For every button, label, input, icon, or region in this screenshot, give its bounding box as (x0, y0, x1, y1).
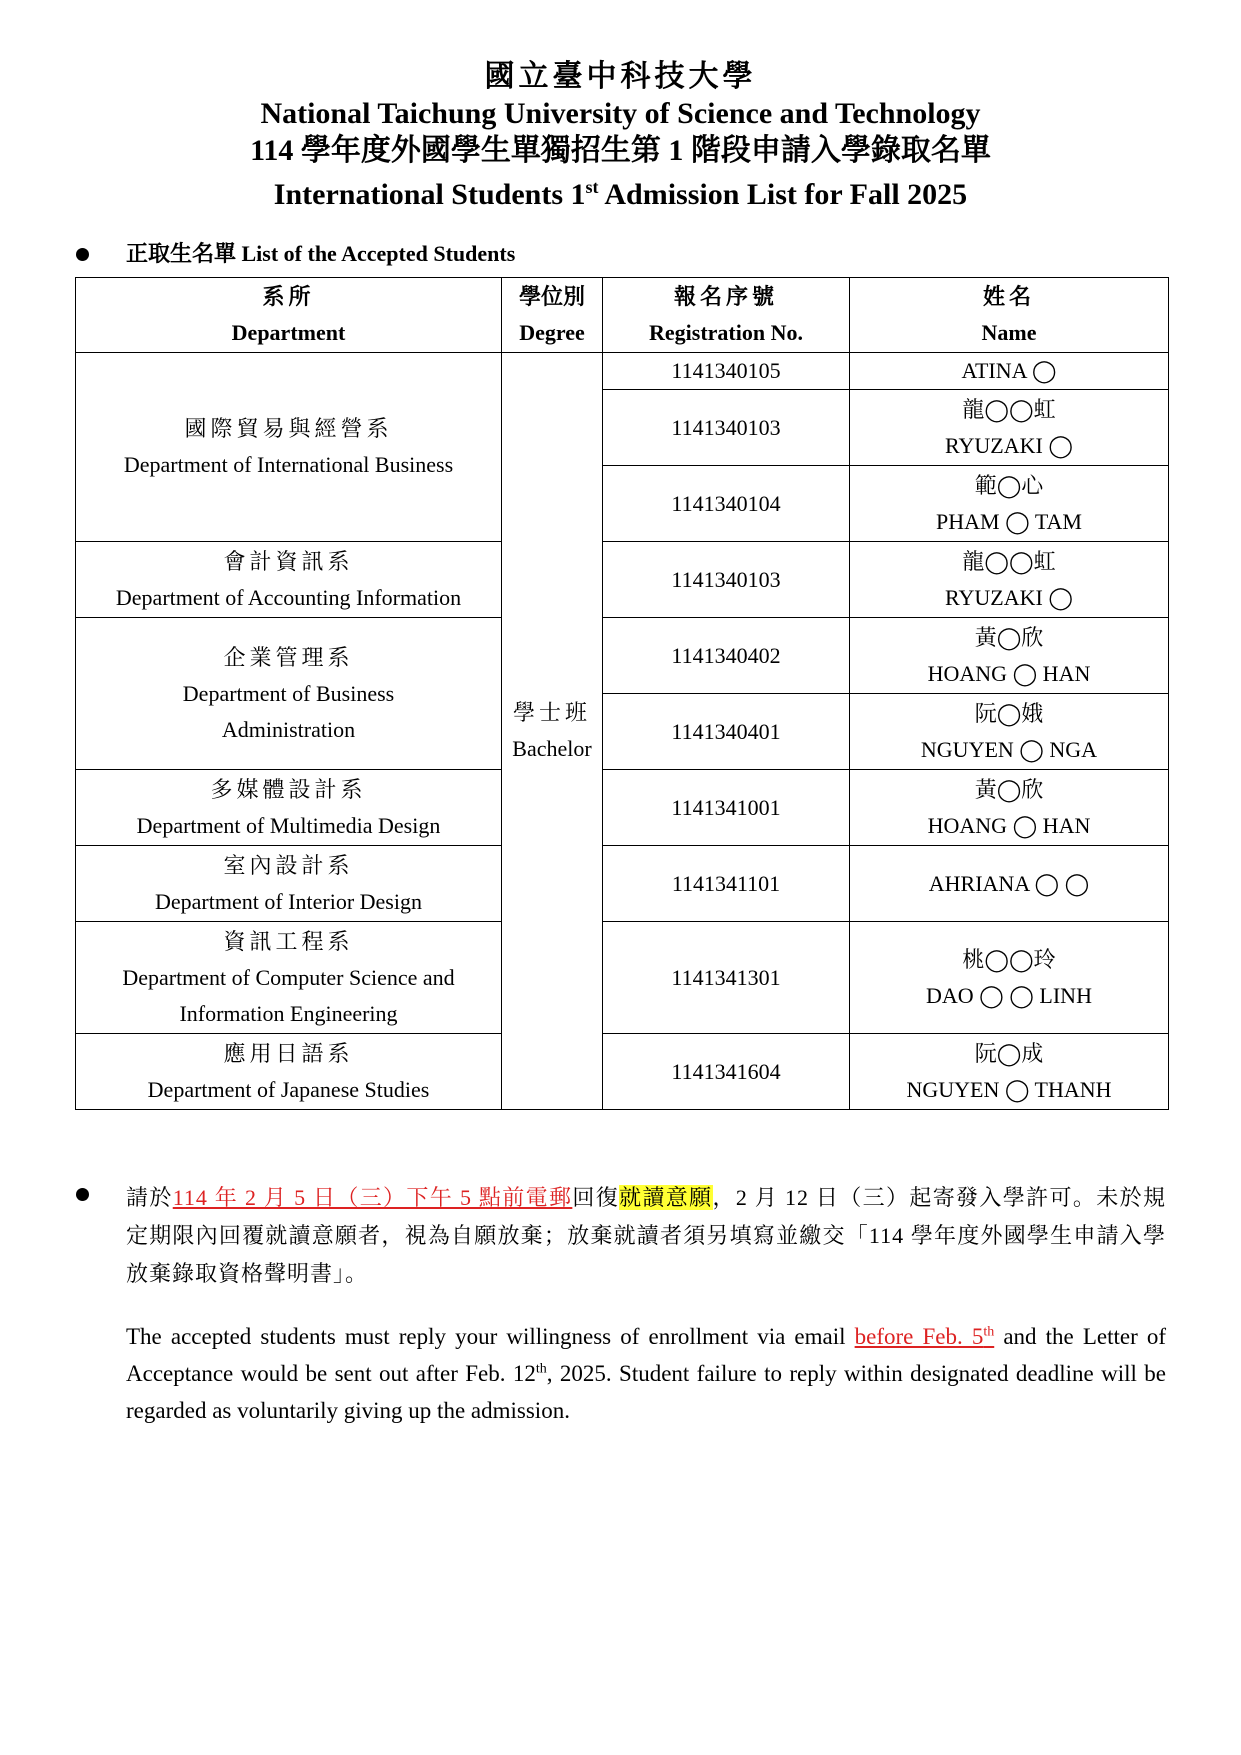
dept-business-admin: 企業管理系 Department of Business Administration (76, 618, 502, 770)
student-name: 黃◯欣 HOANG ◯ HAN (850, 770, 1169, 846)
registration-no: 1141340105 (603, 353, 850, 390)
table-row (76, 770, 1169, 846)
table-row (76, 1034, 1169, 1110)
highlight-willingness: 就讀意願 (619, 1185, 713, 1210)
registration-no: 1141340401 (603, 694, 850, 770)
list-title-zh: 114 學年度外國學生單獨招生第 1 階段申請入學錄取名單 (250, 134, 991, 167)
bullet-icon (76, 1188, 89, 1201)
registration-no: 1141340103 (603, 390, 850, 466)
deadline-en: before Feb. 5th (854, 1324, 995, 1349)
student-name: 龍◯◯虹 RYUZAKI ◯ (850, 542, 1169, 618)
bullet-accepted (76, 248, 89, 261)
col-registration: 報名序號 Registration No. (603, 278, 850, 353)
dept-interior: 室內設計系 Department of Interior Design (76, 846, 502, 922)
university-name-en: National Taichung University of Science and Technology (260, 97, 981, 130)
student-name: 阮◯娥 NGUYEN ◯ NGA (850, 694, 1169, 770)
university-name-zh: 國立臺中科技大學 (484, 60, 757, 93)
col-degree: 學位別 Degree (502, 278, 603, 353)
list-title-en: International Students 1st Admission List for Fall 2025 (273, 177, 968, 211)
admission-table (75, 277, 1169, 1110)
table-header-row (76, 278, 1169, 353)
deadline-zh: 114 年 2 月 5 日（三）下午 5 點前電郵 (172, 1185, 573, 1210)
dept-computer-science: 資訊工程系 Department of Computer Science and Information Engineering (76, 922, 502, 1034)
accepted-list-title: 正取生名單 List of the Accepted Students (126, 241, 516, 266)
student-name: AHRIANA ◯ ◯ (850, 846, 1169, 922)
col-name: 姓名 Name (850, 278, 1169, 353)
dept-multimedia: 多媒體設計系 Department of Multimedia Design (76, 770, 502, 846)
student-name: 黃◯欣 HOANG ◯ HAN (850, 618, 1169, 694)
table-row (76, 846, 1169, 922)
degree-cell: 學士班 Bachelor (502, 353, 603, 1110)
student-name: ATINA ◯ (850, 353, 1169, 390)
dept-accounting: 會計資訊系 Department of Accounting Information (76, 542, 502, 618)
bullet-notice (76, 1188, 89, 1201)
table-row (76, 922, 1169, 1034)
document-header (0, 58, 1241, 213)
table-row (76, 353, 1169, 390)
table-row (76, 618, 1169, 694)
registration-no: 1141341101 (603, 846, 850, 922)
student-name: 阮◯成 NGUYEN ◯ THANH (850, 1034, 1169, 1110)
dept-intl-business: 國際貿易與經營系 Department of International Business (76, 353, 502, 542)
student-name: 龍◯◯虹 RYUZAKI ◯ (850, 390, 1169, 466)
bullet-icon (76, 248, 89, 261)
student-name: 範◯心 PHAM ◯ TAM (850, 466, 1169, 542)
registration-no: 1141340103 (603, 542, 850, 618)
registration-no: 1141341001 (603, 770, 850, 846)
col-department: 系所 Department (76, 278, 502, 353)
student-name: 桃◯◯玲 DAO ◯ ◯ LINH (850, 922, 1169, 1034)
dept-japanese: 應用日語系 Department of Japanese Studies (76, 1034, 502, 1110)
notice-zh: 請於114 年 2 月 5 日（三）下午 5 點前電郵回復就讀意願，2 月 12 日（三）起寄發入學許可。未於規定期限內回覆就讀意願者，視為自願放棄；放棄就讀者須另填寫並繳交「114 學年度外國學生申請入學放棄錄取資格聲明書」。 (126, 1185, 1166, 1286)
registration-no: 1141341604 (603, 1034, 850, 1110)
notice-en: The accepted students must reply your willingness of enrollment via email before Feb. 5th and the Letter of Acceptance would be sent out after Feb. 12th, 2025. Student failure to reply within designated deadline will be regarded as voluntarily giving up the admission. (126, 1324, 1166, 1423)
table-row (76, 542, 1169, 618)
registration-no: 1141341301 (603, 922, 850, 1034)
registration-no: 1141340402 (603, 618, 850, 694)
registration-no: 1141340104 (603, 466, 850, 542)
